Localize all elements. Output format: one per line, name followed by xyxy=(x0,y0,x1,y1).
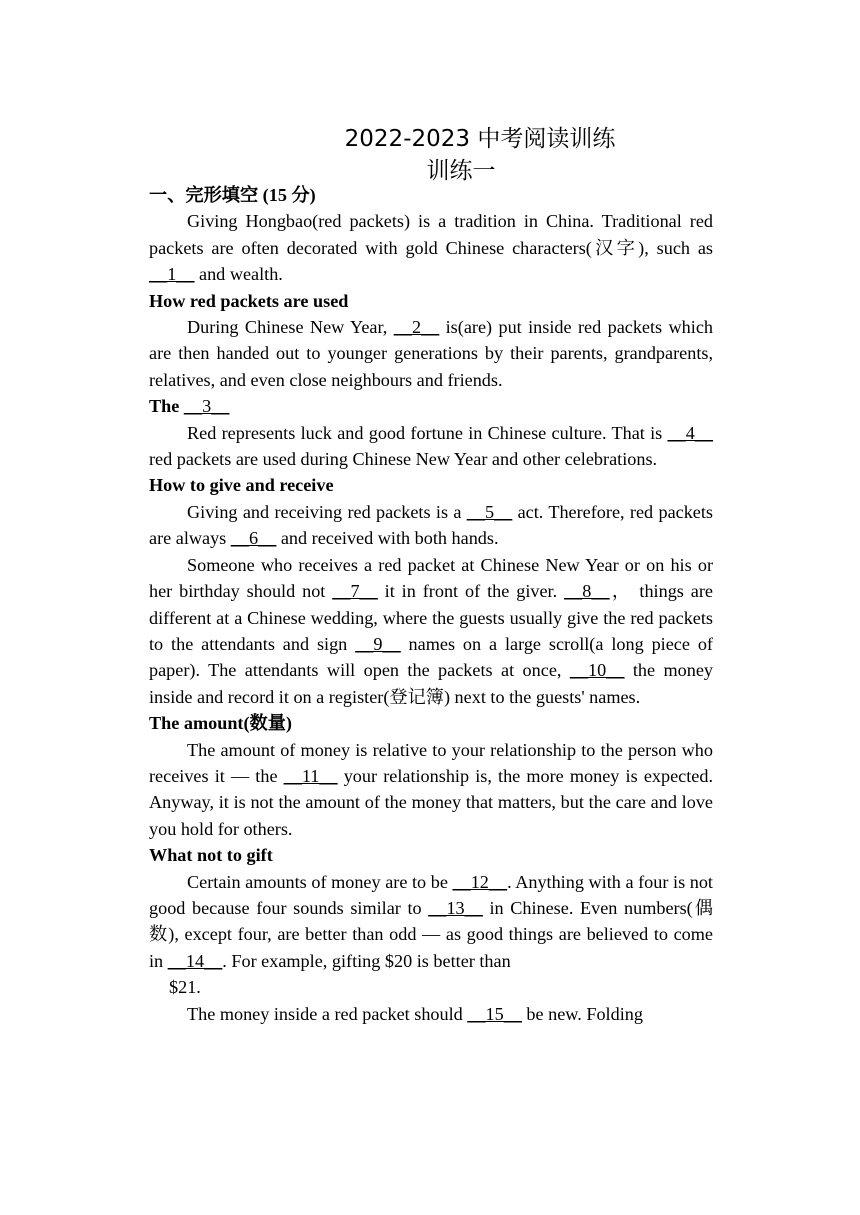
paragraph-8: The money inside a red packet should __15__ be new. Folding xyxy=(187,1003,643,1024)
blank-12: __12__ xyxy=(452,871,508,892)
document-subtitle: 训练一 xyxy=(426,158,496,184)
blank-8: __8__ xyxy=(564,581,610,602)
blank-2: __2__ xyxy=(393,317,440,338)
paragraph-6: The amount of money is relative to your relationship to the person who receives it — the __11__ your relationship is, the more money is expected. Anyway, it is not the amount of the money that matters, but the care and love you hold for others. xyxy=(149,739,713,839)
blank-3: __3__ xyxy=(183,396,230,417)
heading-not-gift: What not to gift xyxy=(149,845,273,866)
blank-4: __4__ xyxy=(667,422,713,443)
paragraph-5: Someone who receives a red packet at Chinese New Year or on his or her birthday should not __7__ it in front of the giver. __8__， things are different at a Chinese wedding, where the guests usually give the red packets to the attendants and sign __9__ names on a large scroll(a long piece of paper). The attendants will open the packets at once, __10__ the money inside and record it on a register(登记簿) next to the guests' names. xyxy=(149,554,713,707)
blank-7: __7__ xyxy=(332,581,378,602)
document-title: 2022-2023 中考阅读训练 xyxy=(344,126,616,152)
blank-15: __15__ xyxy=(467,1003,522,1024)
blank-1: __1__ xyxy=(149,264,195,285)
blank-9: __9__ xyxy=(355,633,401,654)
blank-5: __5__ xyxy=(466,501,513,522)
blank-11: __11__ xyxy=(283,765,338,786)
blank-14: __14__ xyxy=(167,950,223,971)
paragraph-7-tail: $21. xyxy=(169,977,201,998)
heading-how-used: How red packets are used xyxy=(149,290,349,311)
document-body xyxy=(149,182,713,1027)
paragraph-1: Giving Hongbao(red packets) is a tradition in China. Traditional red packets are often decorated with gold Chinese characters(汉字), such as __1__ and wealth. xyxy=(149,211,713,285)
heading-give-receive: How to give and receive xyxy=(149,475,334,496)
heading-the: The __3__ xyxy=(149,396,230,417)
section-heading: 一、完形填空 (15 分) xyxy=(149,185,316,205)
blank-13: __13__ xyxy=(428,897,483,918)
heading-amount: The amount(数量) xyxy=(149,713,292,734)
paragraph-7: Certain amounts of money are to be __12__. Anything with a four is not good because four sounds similar to __13__ in Chinese. Even numbers(偶数), except four, are better than odd — as good things are believed to come in __14__. For example, gifting $20 is better than xyxy=(149,871,713,971)
paragraph-3: Red represents luck and good fortune in Chinese culture. That is __4__ red packets are used during Chinese New Year and other celebrations. xyxy=(149,422,713,470)
blank-10: __10__ xyxy=(569,660,625,681)
paragraph-2: During Chinese New Year, __2__ is(are) put inside red packets which are then handed out to younger generations by their parents, grandparents, relatives, and even close neighbours and friends. xyxy=(149,317,713,390)
blank-6: __6__ xyxy=(230,528,277,549)
paragraph-4: Giving and receiving red packets is a __5__ act. Therefore, red packets are always __6__ and received with both hands. xyxy=(149,501,714,549)
